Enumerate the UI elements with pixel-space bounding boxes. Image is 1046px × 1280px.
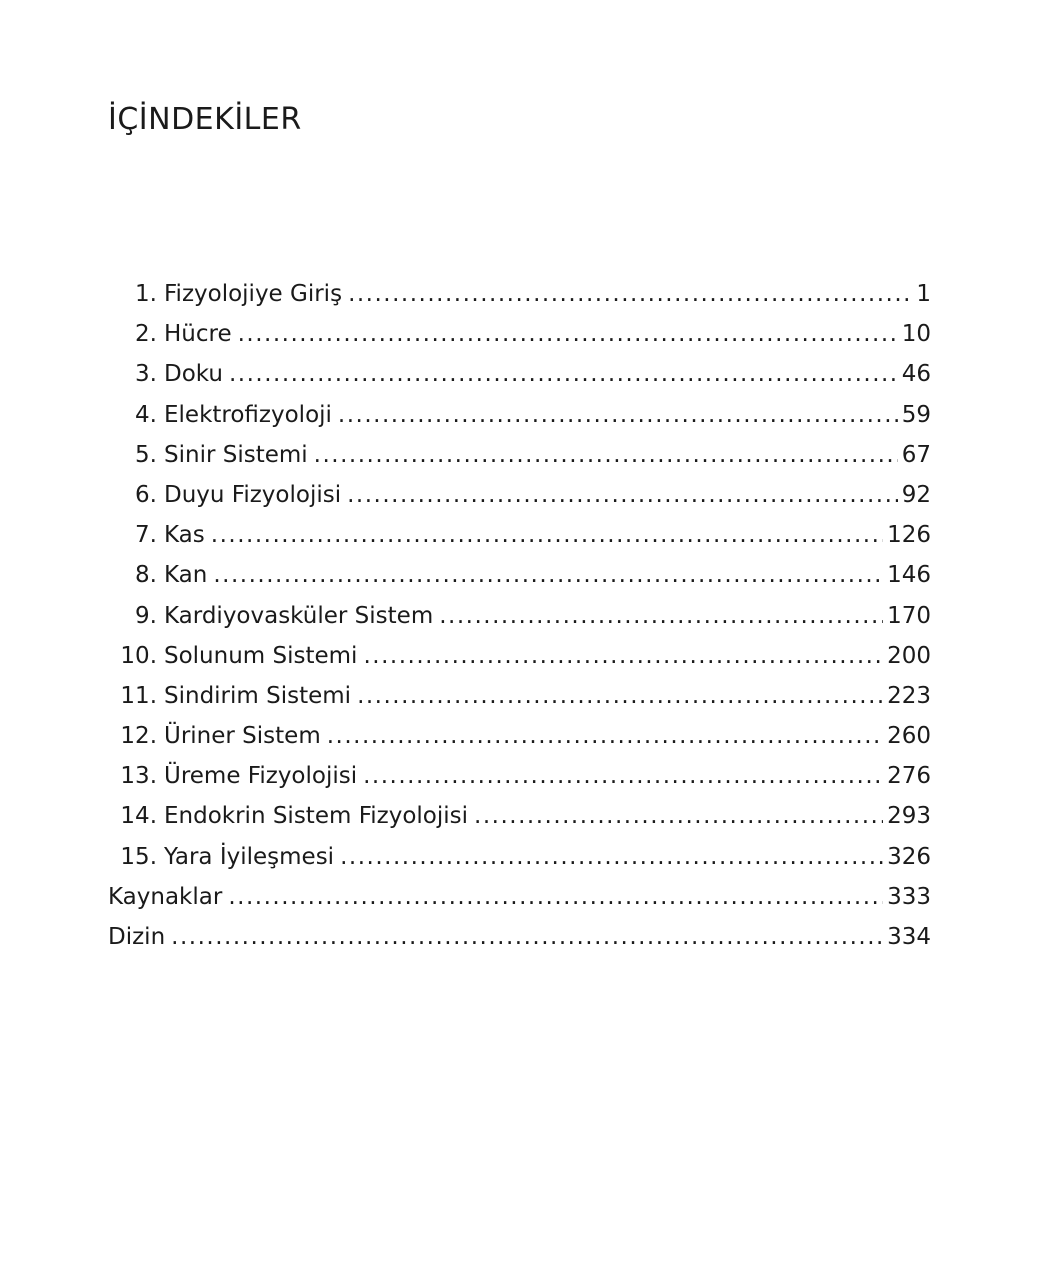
toc-entry-title: Kardiyovasküler Sistem	[164, 602, 434, 629]
toc-entry-title: Kaynaklar	[108, 883, 223, 910]
toc-entry-number: 5.	[135, 441, 157, 468]
toc-entry-page: 10	[901, 321, 931, 348]
toc-entry-title: Üreme Fizyolojisi	[164, 763, 358, 790]
toc-entry-5	[108, 435, 931, 475]
toc-entry-number: 7.	[135, 522, 157, 549]
toc-entry-dizin	[108, 917, 931, 957]
toc-dot-leader	[211, 515, 883, 555]
toc-entry-page: 293	[887, 803, 931, 830]
toc-entry-page: 200	[887, 642, 931, 669]
toc-entry-page: 126	[887, 522, 931, 549]
toc-entry-number: 11.	[120, 682, 157, 709]
toc-entry-2	[108, 314, 931, 354]
toc-entry-kaynaklar	[108, 877, 931, 917]
toc-entry-title: Endokrin Sistem Fizyolojisi	[164, 803, 469, 830]
toc-entry-4	[108, 395, 931, 435]
toc-entry-title: Kas	[164, 522, 205, 549]
toc-entry-title: Elektrofizyoloji	[164, 401, 332, 428]
toc-entry-number: 10.	[120, 642, 157, 669]
toc-dot-leader	[439, 596, 883, 636]
toc-dot-leader	[229, 354, 898, 394]
toc-entry-title: Dizin	[108, 924, 166, 950]
toc-entry-8	[108, 555, 931, 595]
toc-entry-page: 276	[887, 763, 931, 790]
toc-dot-leader	[363, 756, 883, 796]
toc-dot-leader	[327, 716, 883, 756]
toc-entry-page: 170	[887, 602, 931, 629]
toc-entry-3	[108, 354, 931, 394]
toc-entry-page: 326	[887, 843, 931, 870]
toc-entry-number: 2.	[135, 321, 157, 348]
toc-entry-9	[108, 596, 931, 636]
toc-entry-number: 6.	[135, 481, 157, 508]
toc-entry-page: 260	[887, 723, 931, 750]
toc-entry-number: 9.	[135, 602, 157, 629]
toc-entry-12	[108, 716, 931, 756]
toc-dot-leader	[348, 274, 912, 314]
toc-entry-title: Yara İyileşmesi	[164, 843, 335, 870]
toc-entry-page: 333	[887, 883, 931, 910]
toc-dot-leader	[171, 917, 883, 957]
toc-dot-leader	[314, 435, 898, 475]
toc-entry-number: 12.	[120, 723, 157, 750]
toc-entry-title: Hücre	[164, 321, 232, 348]
toc-entry-7	[108, 515, 931, 555]
toc-dot-leader	[338, 395, 898, 435]
toc-entry-13	[108, 756, 931, 796]
toc-dot-leader	[340, 837, 883, 877]
toc-entry-page: 223	[887, 682, 931, 709]
toc-entry-number: 3.	[135, 361, 157, 388]
toc-entry-1	[108, 274, 931, 314]
toc-entry-title: Sinir Sistemi	[164, 441, 308, 468]
toc-entry-page: 334	[887, 924, 931, 950]
toc-entry-number: 14.	[120, 803, 157, 830]
toc-entry-title: Fizyolojiye Giriş	[164, 281, 343, 307]
toc-entry-title: Duyu Fizyolojisi	[164, 481, 342, 508]
toc-entry-title: Sindirim Sistemi	[164, 682, 352, 709]
toc-entry-number: 13.	[120, 763, 157, 790]
toc-entry-page: 146	[887, 562, 931, 589]
toc-entry-title: Solunum Sistemi	[164, 642, 358, 669]
toc-entry-10	[108, 636, 931, 676]
toc-entry-number: 1.	[135, 281, 157, 307]
toc-entry-title: Doku	[164, 361, 223, 388]
toc-entry-page: 92	[901, 481, 931, 508]
toc-dot-leader	[238, 314, 898, 354]
toc-dot-leader	[213, 555, 883, 595]
toc-entry-page: 59	[901, 401, 931, 428]
toc-entry-page: 46	[901, 361, 931, 388]
table-of-contents	[108, 274, 931, 957]
toc-entry-title: Üriner Sistem	[164, 723, 321, 750]
toc-entry-number: 15.	[120, 843, 157, 870]
toc-dot-leader	[228, 877, 883, 917]
toc-dot-leader	[474, 796, 883, 836]
toc-entry-15	[108, 837, 931, 877]
toc-entry-number: 8.	[135, 562, 157, 589]
toc-entry-6	[108, 475, 931, 515]
toc-dot-leader	[347, 475, 898, 515]
toc-entry-page: 67	[901, 441, 931, 468]
toc-entry-number: 4.	[135, 401, 157, 428]
toc-entry-title: Kan	[164, 562, 208, 589]
toc-dot-leader	[363, 636, 883, 676]
page-title: İÇİNDEKİLER	[108, 102, 302, 137]
toc-entry-14	[108, 796, 931, 836]
toc-entry-11	[108, 676, 931, 716]
toc-entry-page: 1	[916, 281, 931, 307]
toc-dot-leader	[357, 676, 883, 716]
